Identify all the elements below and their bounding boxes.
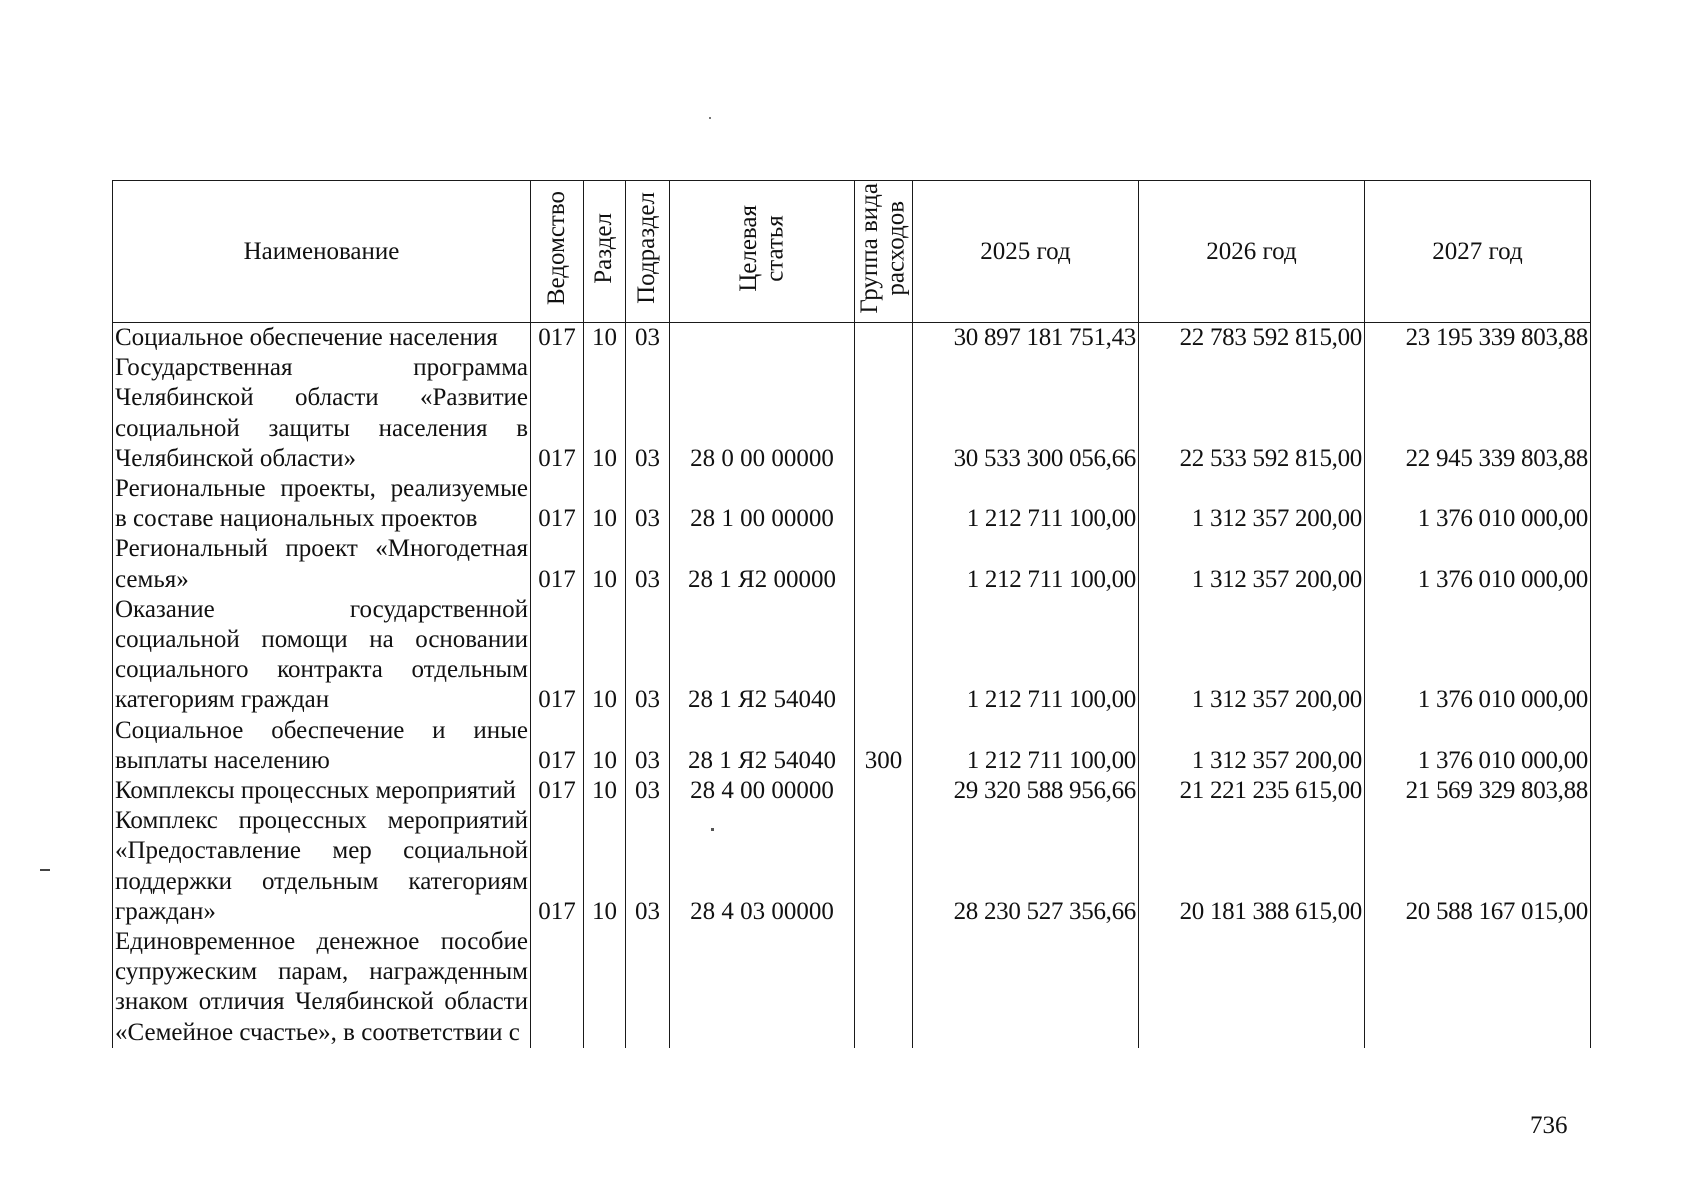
table-row — [113, 534, 1591, 594]
cell-target-article: 28 4 03 00000 — [670, 806, 855, 927]
cell-vedomstvo: 017 — [531, 776, 584, 806]
cell-amount-2025: 1 212 711 100,00 — [913, 534, 1139, 594]
cell-razdel: 10 — [584, 534, 626, 594]
cell-vedomstvo: 017 — [531, 595, 584, 716]
cell-podrazdel: 03 — [626, 595, 670, 716]
cell-amount-2025 — [913, 927, 1139, 1048]
header-podrazdel: Подраздел — [626, 181, 670, 323]
cell-amount-2027: 21 569 329 803,88 — [1365, 776, 1591, 806]
cell-razdel: 10 — [584, 806, 626, 927]
cell-amount-2027: 1 376 010 000,00 — [1365, 716, 1591, 776]
header-vedomstvo: Ведомство — [531, 181, 584, 323]
cell-podrazdel: 03 — [626, 323, 670, 354]
cell-razdel: 10 — [584, 323, 626, 354]
cell-razdel: 10 — [584, 716, 626, 776]
cell-expense-group — [855, 806, 913, 927]
cell-name: Единовременное денежное пособие супружеским парам, награжденным знаком отличия Челябинской области «Семейное счастье», в соответствии с — [113, 927, 531, 1048]
table-row — [113, 776, 1591, 806]
cell-amount-2025: 1 212 711 100,00 — [913, 716, 1139, 776]
cell-name: Комплекс процессных мероприятий «Предоставление мер социальной поддержки отдельным категориям граждан» — [113, 806, 531, 927]
cell-expense-group — [855, 353, 913, 474]
cell-target-article: 28 1 Я2 54040 — [670, 716, 855, 776]
budget-table — [112, 180, 1591, 1048]
cell-razdel: 10 — [584, 776, 626, 806]
cell-vedomstvo: 017 — [531, 534, 584, 594]
table-row — [113, 353, 1591, 474]
cell-amount-2026: 1 312 357 200,00 — [1139, 595, 1365, 716]
page-number: 736 — [1530, 1112, 1568, 1139]
cell-amount-2026: 1 312 357 200,00 — [1139, 716, 1365, 776]
header-2026: 2026 год — [1139, 181, 1365, 323]
table-row — [113, 806, 1591, 927]
cell-vedomstvo: 017 — [531, 323, 584, 354]
cell-name: Региональные проекты, реализуемые в составе национальных проектов — [113, 474, 531, 534]
cell-name: Региональный проект «Многодетная семья» — [113, 534, 531, 594]
cell-amount-2026: 22 533 592 815,00 — [1139, 353, 1365, 474]
cell-expense-group — [855, 595, 913, 716]
cell-vedomstvo: 017 — [531, 474, 584, 534]
cell-expense-group — [855, 323, 913, 354]
cell-razdel: 10 — [584, 595, 626, 716]
table-row — [113, 323, 1591, 354]
cell-amount-2027: 1 376 010 000,00 — [1365, 474, 1591, 534]
cell-podrazdel: 03 — [626, 716, 670, 776]
cell-target-article: 28 4 00 00000 — [670, 776, 855, 806]
cell-vedomstvo: 017 — [531, 353, 584, 474]
cell-amount-2027: 20 588 167 015,00 — [1365, 806, 1591, 927]
cell-name: Социальное обеспечение населения — [113, 323, 531, 354]
cell-amount-2025: 1 212 711 100,00 — [913, 595, 1139, 716]
header-name: Наименование — [113, 181, 531, 323]
cell-podrazdel: 03 — [626, 534, 670, 594]
cell-podrazdel: 03 — [626, 776, 670, 806]
cell-target-article: 28 1 Я2 00000 — [670, 534, 855, 594]
cell-name: Оказание государственной социальной помощи на основании социального контракта отдельным категориям граждан — [113, 595, 531, 716]
cell-expense-group: 300 — [855, 716, 913, 776]
cell-expense-group — [855, 474, 913, 534]
cell-target-article — [670, 323, 855, 354]
cell-name: Государственная программа Челябинской области «Развитие социальной защиты населения в Челябинской области» — [113, 353, 531, 474]
cell-name: Комплексы процессных мероприятий — [113, 776, 531, 806]
cell-expense-group — [855, 776, 913, 806]
cell-expense-group — [855, 534, 913, 594]
cell-amount-2027: 1 376 010 000,00 — [1365, 595, 1591, 716]
cell-amount-2026 — [1139, 927, 1365, 1048]
table-header-row — [113, 181, 1591, 323]
cell-razdel: 10 — [584, 474, 626, 534]
cell-amount-2027: 1 376 010 000,00 — [1365, 534, 1591, 594]
cell-expense-group — [855, 927, 913, 1048]
header-tselevaya-statya: Целевая статья — [670, 181, 855, 323]
cell-podrazdel: 03 — [626, 353, 670, 474]
cell-target-article: 28 1 Я2 54040 — [670, 595, 855, 716]
cell-amount-2027 — [1365, 927, 1591, 1048]
cell-target-article: 28 1 00 00000 — [670, 474, 855, 534]
header-2025: 2025 год — [913, 181, 1139, 323]
cell-amount-2025: 29 320 588 956,66 — [913, 776, 1139, 806]
cell-vedomstvo: 017 — [531, 716, 584, 776]
header-razdel: Раздел — [584, 181, 626, 323]
cell-vedomstvo: 017 — [531, 806, 584, 927]
cell-amount-2027: 23 195 339 803,88 — [1365, 323, 1591, 354]
cell-amount-2026: 21 221 235 615,00 — [1139, 776, 1365, 806]
cell-target-article — [670, 927, 855, 1048]
cell-amount-2026: 20 181 388 615,00 — [1139, 806, 1365, 927]
cell-amount-2025: 30 897 181 751,43 — [913, 323, 1139, 354]
cell-amount-2027: 22 945 339 803,88 — [1365, 353, 1591, 474]
cell-razdel — [584, 927, 626, 1048]
cell-amount-2025: 30 533 300 056,66 — [913, 353, 1139, 474]
cell-name: Социальное обеспечение и иные выплаты населению — [113, 716, 531, 776]
header-2027: 2027 год — [1365, 181, 1591, 323]
table-row — [113, 474, 1591, 534]
table-row — [113, 595, 1591, 716]
cell-podrazdel — [626, 927, 670, 1048]
cell-amount-2026: 1 312 357 200,00 — [1139, 474, 1365, 534]
cell-amount-2025: 1 212 711 100,00 — [913, 474, 1139, 534]
cell-amount-2025: 28 230 527 356,66 — [913, 806, 1139, 927]
cell-amount-2026: 22 783 592 815,00 — [1139, 323, 1365, 354]
cell-razdel: 10 — [584, 353, 626, 474]
cell-target-article: 28 0 00 00000 — [670, 353, 855, 474]
cell-podrazdel: 03 — [626, 474, 670, 534]
cell-amount-2026: 1 312 357 200,00 — [1139, 534, 1365, 594]
table-row — [113, 927, 1591, 1048]
table-row — [113, 716, 1591, 776]
header-gruppa-vida-rashodov: Группа вида расходов — [855, 181, 913, 323]
cell-vedomstvo — [531, 927, 584, 1048]
cell-podrazdel: 03 — [626, 806, 670, 927]
